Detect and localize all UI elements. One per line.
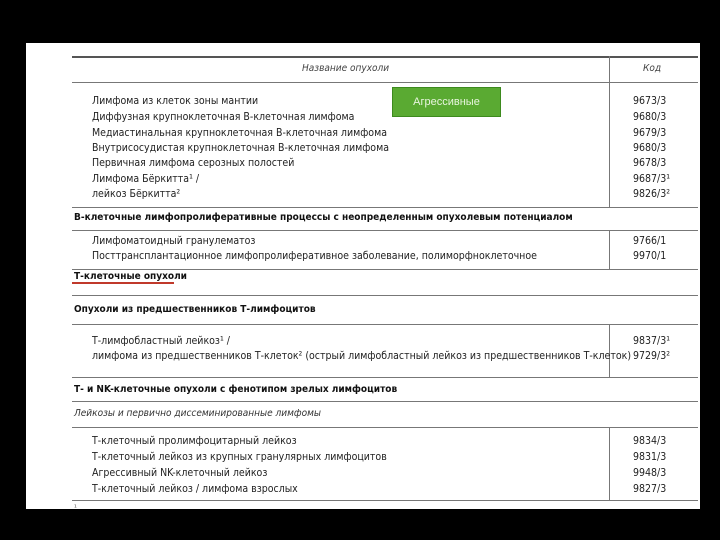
table-row: Лимфома из клеток зоны мантии	[92, 95, 259, 107]
row-code: 9766/1	[633, 235, 667, 247]
table-row: Первичная лимфома серозных полостей	[92, 157, 295, 169]
group4-divider	[609, 428, 610, 500]
footnote: ¹ ...	[74, 503, 87, 509]
header-name: Название опухоли	[302, 63, 390, 74]
row-code: 9827/3	[633, 483, 667, 495]
table-row: Агрессивный NK-клеточный лейкоз	[92, 467, 268, 479]
table-row: Медиастинальная крупноклеточная В-клеточная лимфома	[92, 127, 387, 139]
table-row: Т-лимфобластный лейкоз¹ /	[92, 335, 230, 347]
table-row: Лимфоматоидный гранулематоз	[92, 235, 256, 247]
table-row: Т-клеточный лейкоз из крупных гранулярных лимфоцитов	[92, 451, 387, 463]
rule	[72, 207, 698, 208]
row-code: 9680/3	[633, 142, 667, 154]
row-code: 9831/3	[633, 451, 667, 463]
red-underline	[72, 282, 174, 284]
row-code: 9678/3	[633, 157, 667, 169]
row-code: 9679/3	[633, 127, 667, 139]
table-row: Внутрисосудистая крупноклеточная В-клеточная лимфома	[92, 142, 389, 154]
row-code: 9834/3	[633, 435, 667, 447]
rule	[72, 295, 698, 296]
table-row: Лимфома Бёркитта¹ /	[92, 173, 200, 185]
table-row: Диффузная крупноклеточная В-клеточная лимфома	[92, 111, 355, 123]
group2-divider	[609, 231, 610, 269]
section-heading: Опухоли из предшественников Т-лимфоцитов	[74, 304, 316, 315]
table-row: лейкоз Бёркитта²	[92, 188, 181, 200]
rule	[72, 269, 698, 270]
row-code: 9673/3	[633, 95, 667, 107]
row-code: 9970/1	[633, 250, 667, 262]
document-page	[26, 43, 700, 509]
row-code: 9826/3²	[633, 188, 671, 200]
aggressive-badge: Агрессивные	[392, 87, 501, 117]
header-bottom-rule	[72, 82, 698, 83]
section-heading-t-cell: Т-клеточные опухоли	[74, 271, 187, 282]
rule	[72, 324, 698, 325]
rule	[72, 230, 698, 231]
rule	[72, 427, 698, 428]
row-code: 9729/3²	[633, 350, 671, 362]
group1-divider	[609, 83, 610, 207]
section-heading: В-клеточные лимфопролиферативные процессы с неопределенным опухолевым потенциалом	[74, 212, 573, 223]
table-top-rule	[72, 56, 698, 58]
table-row: Т-клеточный пролимфоцитарный лейкоз	[92, 435, 297, 447]
row-code: 9680/3	[633, 111, 667, 123]
table-row: лимфома из предшественников Т-клеток² (острый лимфобластный лейкоз из предшественников Т-клеток)	[92, 350, 632, 362]
table-row: Т-клеточный лейкоз / лимфома взрослых	[92, 483, 298, 495]
section-heading: Т- и NK-клеточные опухоли с фенотипом зрелых лимфоцитов	[74, 384, 398, 395]
rule	[72, 377, 698, 378]
row-code: 9837/3¹	[633, 335, 671, 347]
rule	[72, 500, 698, 501]
subsection-heading: Лейкозы и первично диссеминированные лимфомы	[74, 408, 321, 419]
rule	[72, 401, 698, 402]
row-code: 9687/3¹	[633, 173, 671, 185]
header-divider	[609, 56, 610, 82]
row-code: 9948/3	[633, 467, 667, 479]
header-code: Код	[643, 63, 662, 74]
table-row: Посттрансплантационное лимфопролиферативное заболевание, полиморфноклеточное	[92, 250, 537, 262]
